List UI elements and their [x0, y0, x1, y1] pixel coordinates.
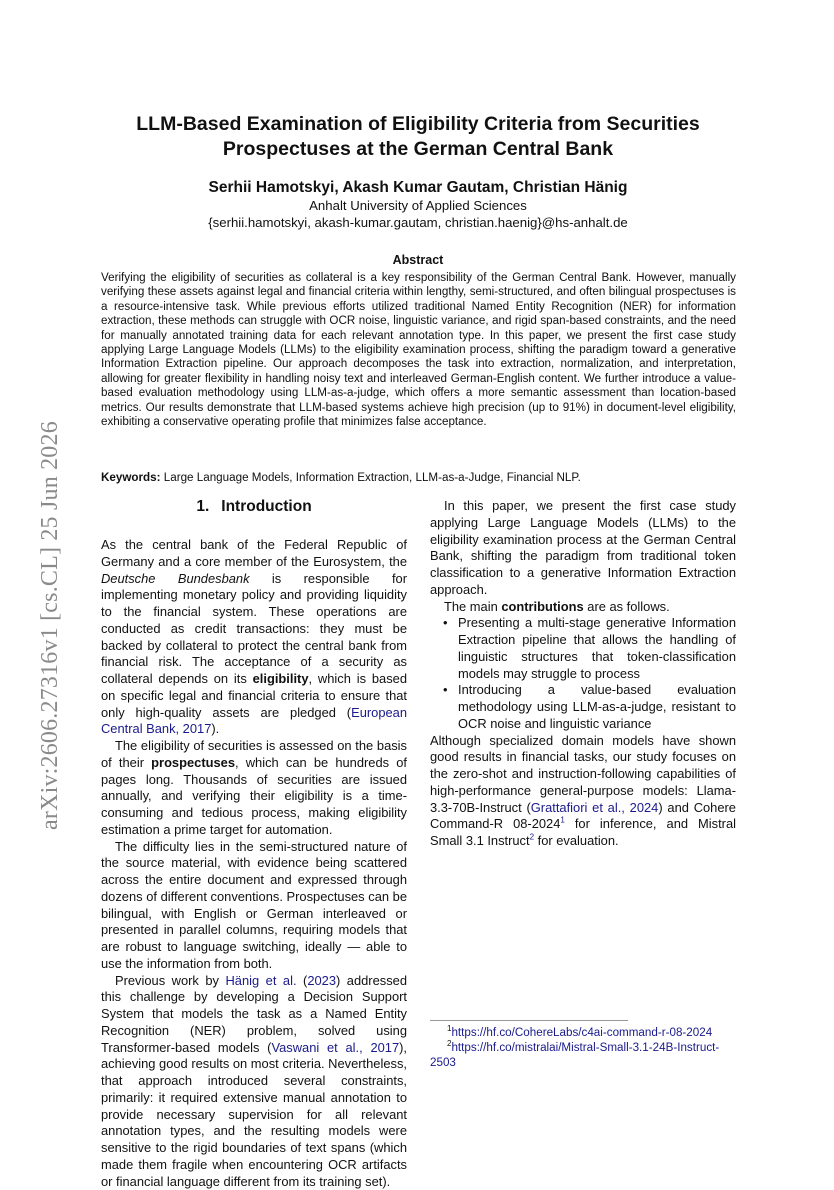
section-number: 1.	[196, 498, 209, 515]
text-run: is responsible for implementing monetary policy and providing liquidity to the financial system. These operations are conducted as credit transactions: they must be backed by collateral to protect the central bank from financial risk. The acceptance of a security as collateral depends on its	[101, 571, 407, 687]
text-run: As the central bank of the Federal Republic of Germany and a core member of the Eurosystem, the	[101, 537, 407, 569]
bold-term: eligibility	[253, 671, 309, 686]
text-run: ), achieving good results on most criteria. Nevertheless, that approach introduced several constraints, primarily: it required extensive manual annotation to provide necessary supervision for all relevant annotation types, and the resulting models were sensitive to the rigid boundaries of text spans (which made them fragile when encountering OCR artifacts or financial language different from its training set).	[101, 1040, 407, 1189]
paragraph: The difficulty lies in the semi-structured nature of the source material, with evidence being scattered across the entire document and expressed through dozens of different conventions. Prospectuses can be bilingual, with English or German interleaved or presented in parallel columns, requiring models that are robust to language switching, ideally — able to use the information from both.	[101, 839, 407, 973]
text-run: ) and Cohere Command-R 08-2024	[430, 800, 736, 832]
text-run: The eligibility of securities is assessed on the basis of their	[101, 738, 407, 770]
text-run: are as follows.	[584, 599, 670, 614]
paper-title	[100, 112, 736, 162]
text-run: , which is based on specific legal and financial criteria to ensure that only high-quality assets are pledged (	[101, 671, 407, 720]
footnote-marker[interactable]: 1	[560, 816, 564, 825]
paragraph	[101, 973, 407, 1190]
citation-link[interactable]: Vaswani et al., 2017	[271, 1040, 399, 1055]
text-run: , which can be hundreds of pages long. Thousands of securities are issued annually, and verifying their eligibility is a time-consuming and tedious process, making eligibility estimation a prime target for automation.	[101, 755, 407, 837]
footnote-divider	[430, 1020, 628, 1021]
text-run: for inference, and Mistral Small 3.1 Instruct	[430, 816, 736, 848]
footnote-link[interactable]: https://hf.co/mistralai/Mistral-Small-3.1-24B-Instruct-2503	[430, 1041, 719, 1069]
keywords-text: Large Language Models, Information Extraction, LLM-as-a-Judge, Financial NLP.	[164, 471, 581, 484]
footnote-marker[interactable]: 2	[530, 833, 534, 842]
text-run: (	[297, 973, 308, 988]
paper-title-line-1: LLM-Based Examination of Eligibility Criteria from Securities	[100, 112, 736, 137]
right-column	[430, 498, 736, 850]
text-run: Previous work by	[115, 973, 225, 988]
text-run: ) addressed this challenge by developing a Decision Support System that models the task as a Named Entity Recognition (NER) problem, solved using Transformer-based models (	[101, 973, 407, 1055]
citation-link[interactable]: European Central Bank, 2017	[101, 705, 407, 737]
footnote-number: 2	[447, 1039, 451, 1048]
footnote	[430, 1025, 736, 1040]
list-item: • Introducing a value-based evaluation methodology using LLM-as-a-judge, resistant to OCR noise and linguistic variance	[458, 682, 736, 732]
keywords	[101, 471, 736, 485]
paragraph	[101, 537, 407, 738]
text-run: The main	[444, 599, 501, 614]
footnote-link[interactable]: https://hf.co/CohereLabs/c4ai-command-r-08-2024	[451, 1026, 712, 1039]
text-run: for evaluation.	[534, 833, 619, 848]
citation-link[interactable]: 2023	[307, 973, 336, 988]
abstract-text: Verifying the eligibility of securities as collateral is a key responsibility of the German Central Bank. However, manually verifying these assets against legal and financial criteria within lengthy, semi-structured, and often bilingual prospectuses is a resource-intensive task. While previous efforts utilized traditional Named Entity Recognition (NER) for information extraction, these methods can struggle with OCR noise, linguistic variance, and rigid span-based constraints, and the need for manually annotated training data for each relevant annotation type. In this paper, we present the first case study applying Large Language Models (LLMs) to the eligibility examination process, shifting the paradigm toward a generative Information Extraction pipeline. Our approach decomposes the task into extraction, normalization, and interpretation, allowing for greater flexibility in handling noisy text and interleaved German-English content. We further introduce a value-based evaluation methodology using LLM-as-a-judge, which offers a more semantic assessment than location-based metrics. Our results demonstrate that LLM-based systems achieve high precision (up to 91%) in document-level eligibility, exhibiting a conservative operating profile that minimizes false acceptance.	[101, 271, 736, 429]
keywords-label: Keywords:	[101, 471, 161, 484]
paragraph	[430, 733, 736, 850]
citation-link[interactable]: Grattafiori et al., 2024	[531, 800, 659, 815]
footnotes	[430, 1025, 736, 1070]
section-heading	[101, 498, 407, 516]
footnote	[430, 1040, 736, 1070]
section-title: Introduction	[221, 498, 311, 515]
authors: Serhii Hamotskyi, Akash Kumar Gautam, Christian Hänig	[100, 179, 736, 197]
arxiv-identifier-text: arXiv:2606.27316v1 [cs.CL] 25 Jun 2026	[37, 421, 64, 830]
author-emails: {serhii.hamotskyi, akash-kumar.gautam, christian.haenig}@hs-anhalt.de	[100, 215, 736, 230]
paper-title-line-2: Prospectuses at the German Central Bank	[100, 137, 736, 162]
text-run: Although specialized domain models have shown good results in financial tasks, our study focuses on the zero-shot and instruction-following capabilities of high-performance general-purpose models: Llama-3.3-70B-Instruct (	[430, 733, 736, 815]
paragraph: In this paper, we present the first case study applying Large Language Models (LLMs) to the eligibility examination process at the German Central Bank, shifting the paradigm from traditional token classification to a generative Information Extraction approach.	[430, 498, 736, 599]
text-run: ).	[211, 721, 219, 736]
paragraph	[101, 738, 407, 839]
bold-term: contributions	[501, 599, 583, 614]
abstract-heading: Abstract	[100, 253, 736, 267]
left-column	[101, 537, 407, 1190]
citation-link[interactable]: Hänig et al.	[225, 973, 296, 988]
footnote-number: 1	[447, 1024, 451, 1033]
list-item: • Presenting a multi-stage generative Information Extraction pipeline that allows the handling of linguistic structures that token-classification models may struggle to process	[458, 615, 736, 682]
paragraph	[430, 599, 736, 616]
contributions-list	[430, 615, 736, 732]
emphasis: Deutsche Bundesbank	[101, 571, 250, 586]
affiliation: Anhalt University of Applied Sciences	[100, 198, 736, 213]
bold-term: prospectuses	[151, 755, 235, 770]
